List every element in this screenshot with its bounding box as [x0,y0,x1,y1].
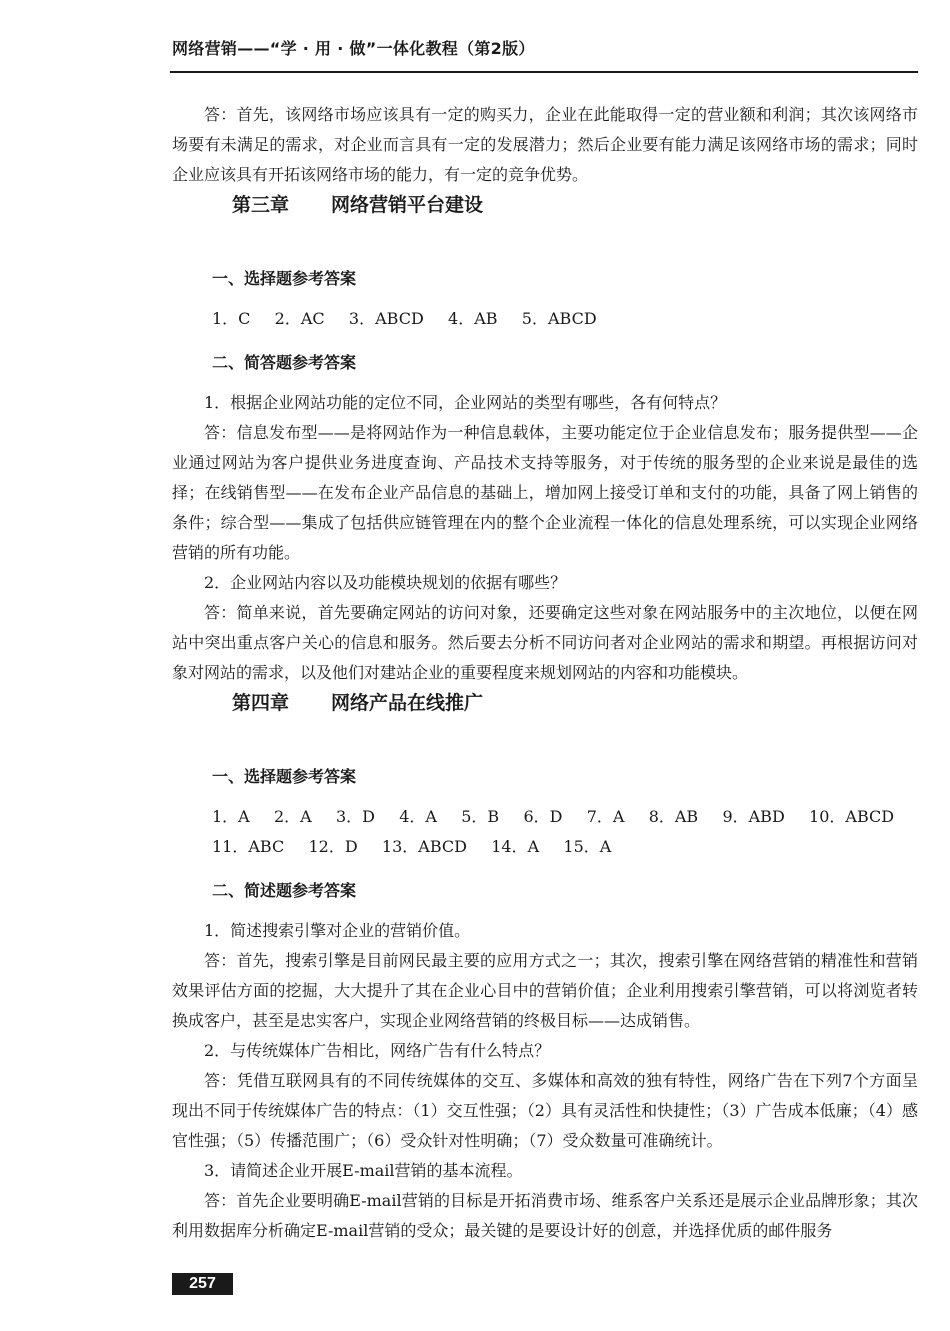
running-header: 网络营销——“学 · 用 · 做”一体化教程（第2版） [172,39,535,58]
chapter-3-section-2-title: 二、简答题参考答案 [212,353,357,372]
chapter-4-choice-answers-line-2: 11．ABC 12．D 13．ABCD 14．A 15．A [212,837,612,856]
chapter-3-section-1-title: 一、选择题参考答案 [212,269,357,288]
page-content [172,100,918,1246]
chapter-3-number: 第三章 [232,194,290,216]
chapter-4-question-2: 2．与传统媒体广告相比，网络广告有什么特点？ [204,1041,551,1060]
chapter-4-section-2-title: 二、简述题参考答案 [212,881,357,900]
chapter-4-answer-2: 答：凭借互联网具有的不同传统媒体的交互、多媒体和高效的独有特性，网络广告在下列7个方面呈现出不同于传统媒体广告的特点：（1）交互性强；（2）具有灵活性和快捷性；（3）广告成本低廉；（4）感官性强；（5）传播范围广；（6）受众针对性明确；（7）受众数量可准确统计。 [172,1071,918,1150]
chapter-3-question-1: 1．根据企业网站功能的定位不同，企业网站的类型有哪些，各有何特点？ [204,393,727,412]
chapter-4-heading [232,688,918,748]
chapter-4-answer-3: 答：首先企业要明确E-mail营销的目标是开拓消费市场、维系客户关系还是展示企业品牌形象；其次利用数据库分析确定E-mail营销的受众；最关键的是要设计好的创意，并选择优质的邮件服务 [172,1191,918,1240]
chapter-4-title: 网络产品在线推广 [331,692,484,714]
chapter-3-answer-2: 答：简单来说，首先要确定网站的访问对象，还要确定这些对象在网站服务中的主次地位，以便在网站中突出重点客户关心的信息和服务。然后要去分析不同访问者对企业网站的需求和期望。再根据访问对象对网站的需求，以及他们对建站企业的重要程度来规划网站的内容和功能模块。 [172,603,918,682]
chapter-4-question-3: 3．请简述企业开展E-mail营销的基本流程。 [204,1161,523,1180]
chapter-4-question-1: 1．简述搜索引擎对企业的营销价值。 [204,921,471,940]
chapter-4-choice-answers-line-1: 1．A 2．A 3．D 4．A 5．B 6．D 7．A 8．AB 9．ABD 10．ABCD [212,807,895,826]
chapter-3-question-2: 2．企业网站内容以及功能模块规划的依据有哪些？ [204,573,567,592]
page-number: 257 [172,1273,233,1295]
chapter-3-heading [232,190,918,250]
chapter-3-title: 网络营销平台建设 [331,194,484,216]
chapter-4-section-1-title: 一、选择题参考答案 [212,767,357,786]
chapter-4-answer-1: 答：首先，搜索引擎是目前网民最主要的应用方式之一；其次，搜索引擎在网络营销的精准性和营销效果评估方面的挖掘，大大提升了其在企业心目中的营销价值；企业利用搜索引擎营销，可以将浏览者转换成客户，甚至是忠实客户，实现企业网络营销的终极目标——达成销售。 [172,951,918,1030]
chapter-3-answer-1: 答：信息发布型——是将网站作为一种信息载体，主要功能定位于企业信息发布；服务提供型——企业通过网站为客户提供业务进度查询、产品技术支持等服务，对于传统的服务型的企业来说是最佳的选择；在线销售型——在发布企业产品信息的基础上，增加网上接受订单和支付的功能，具备了网上销售的条件；综合型——集成了包括供应链管理在内的整个企业流程一体化的信息处理系统，可以实现企业网络营销的所有功能。 [172,423,918,562]
header-rule [170,71,918,73]
chapter-4-number: 第四章 [232,692,290,714]
intro-paragraph: 答：首先，该网络市场应该具有一定的购买力，企业在此能取得一定的营业额和利润；其次该网络市场要有未满足的需求，对企业而言具有一定的发展潜力；然后企业要有能力满足该网络市场的需求；同时企业应该具有开拓该网络市场的能力，有一定的竞争优势。 [172,105,918,184]
chapter-3-choice-answers: 1．C 2．AC 3．ABCD 4．AB 5．ABCD [212,309,597,328]
